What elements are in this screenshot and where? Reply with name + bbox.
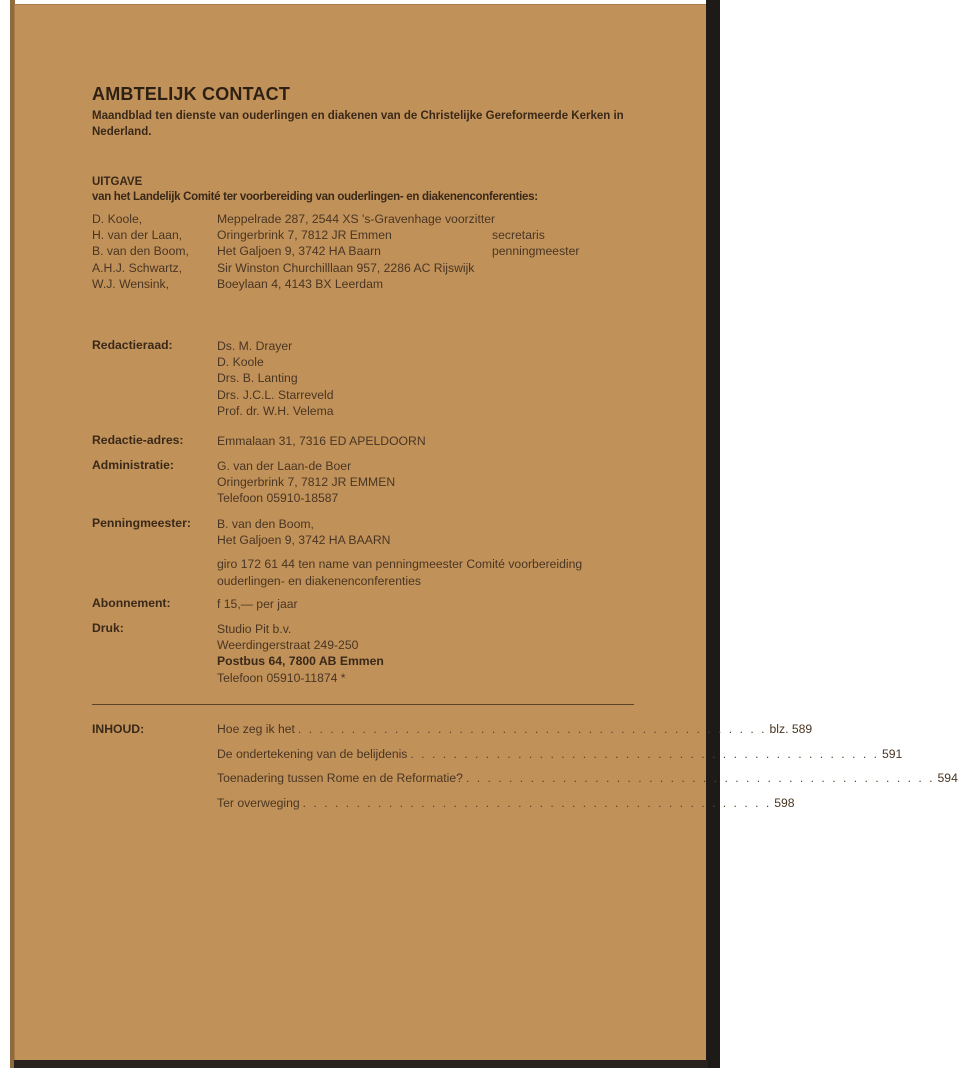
giro-text: giro 172 61 44 ten name van penningmeester Comité voorbereiding ouderlingen- en diakenenconferenties: [217, 557, 583, 588]
toc-entry[interactable]: [217, 795, 795, 821]
editor-name: D. Koole: [217, 355, 264, 370]
toc-entries: [217, 722, 958, 820]
administratie-line: G. van der Laan-de Boer: [217, 459, 352, 473]
member-address: Meppelrade 287, 2544 XS 's-Gravenhage voorzitter: [217, 212, 496, 226]
administratie-label: Administratie:: [92, 458, 174, 472]
member-name: D. Koole,: [92, 212, 143, 226]
redactie-adres-values: [217, 433, 617, 449]
member-name: W.J. Wensink,: [92, 276, 169, 291]
redactieraad-label: Redactieraad:: [92, 338, 173, 352]
penningmeester-line: Het Galjoen 9, 3742 HA BAARN: [217, 533, 391, 548]
druk-line: Studio Pit b.v.: [217, 622, 292, 636]
redactieraad-members: [217, 338, 617, 419]
page-right-edge: [706, 0, 720, 1068]
member-role: penningmeester: [492, 244, 580, 259]
member-address: Boeylaan 4, 4143 BX Leerdam: [217, 276, 384, 291]
toc-entry-page: 591: [882, 746, 903, 761]
uitgave-subheading: van het Landelijk Comité ter voorbereiding van ouderlingen- en diakenenconferenties:: [92, 191, 538, 203]
administratie-line: Telefoon 05910-18587: [217, 491, 339, 506]
toc-entry-page: 598: [774, 795, 795, 810]
member-role: secretaris: [492, 228, 545, 243]
toc-entry[interactable]: [217, 746, 903, 772]
penningmeester-values: [217, 516, 617, 589]
druk-values: [217, 621, 617, 686]
member-address: Sir Winston Churchilllaan 957, 2286 AC Rijswijk: [217, 260, 475, 275]
toc-leader-dots: . . . . . . . . . . . . . . . . . . . . . . . . . . . . . . . . . . . . . . . . . . . .: [410, 746, 879, 761]
toc-entry-title: De ondertekening van de belijdenis: [217, 746, 408, 761]
druk-label: Druk:: [92, 621, 124, 635]
toc-entry-title: Hoe zeg ik het: [217, 722, 295, 736]
uitgave-heading: UITGAVE: [92, 176, 143, 188]
toc-entry-page: 594: [937, 771, 958, 785]
toc-entry[interactable]: [217, 722, 813, 747]
druk-phone: Telefoon 05910-11874 *: [217, 670, 346, 685]
abonnement-values: [217, 596, 617, 612]
section-divider: [92, 704, 634, 705]
editor-name: Prof. dr. W.H. Velema: [217, 403, 334, 418]
editor-name: Drs. J.C.L. Starreveld: [217, 387, 334, 402]
inhoud-label: INHOUD:: [92, 722, 145, 736]
magazine-subtitle: Maandblad ten dienste van ouderlingen en diakenen van de Christelijke Gereformeerde Kerken in Nederland.: [92, 110, 624, 138]
toc-entry[interactable]: [217, 771, 958, 796]
druk-postbus: Postbus 64, 7800 AB Emmen: [217, 654, 384, 669]
penningmeester-line: B. van den Boom,: [217, 517, 314, 531]
toc-entry-page: blz. 589: [769, 722, 813, 736]
druk-line: Weerdingerstraat 249-250: [217, 638, 359, 653]
toc-leader-dots: . . . . . . . . . . . . . . . . . . . . . . . . . . . . . . . . . . . . . . . . . . . .: [465, 771, 935, 785]
member-name: H. van der Laan,: [92, 228, 183, 243]
member-address: Het Galjoen 9, 3742 HA Baarn: [217, 244, 381, 259]
magazine-title: AMBTELIJK CONTACT: [92, 84, 291, 104]
page-bottom-edge: [14, 1060, 708, 1068]
member-name: A.H.J. Schwartz,: [92, 260, 183, 275]
abonnement-label: Abonnement:: [92, 596, 171, 610]
penningmeester-label: Penningmeester:: [92, 516, 191, 530]
member-address: Oringerbrink 7, 7812 JR Emmen: [217, 228, 392, 243]
toc-entry-title: Toenadering tussen Rome en de Reformatie?: [217, 771, 463, 785]
toc-leader-dots: . . . . . . . . . . . . . . . . . . . . . . . . . . . . . . . . . . . . . . . . . . . .: [302, 795, 772, 810]
editor-name: Ds. M. Drayer: [217, 339, 293, 353]
abonnement-price: f 15,— per jaar: [217, 597, 298, 611]
redactie-adres-label: Redactie-adres:: [92, 433, 184, 447]
member-name: B. van den Boom,: [92, 244, 189, 259]
administratie-values: [217, 458, 617, 507]
toc-leader-dots: . . . . . . . . . . . . . . . . . . . . . . . . . . . . . . . . . . . . . . . . . . . .: [297, 722, 767, 736]
administratie-line: Oringerbrink 7, 7812 JR EMMEN: [217, 475, 396, 490]
editor-name: Drs. B. Lanting: [217, 371, 298, 386]
redactie-adres-value: Emmalaan 31, 7316 ED APELDOORN: [217, 434, 426, 448]
toc-entry-title: Ter overweging: [217, 795, 300, 810]
